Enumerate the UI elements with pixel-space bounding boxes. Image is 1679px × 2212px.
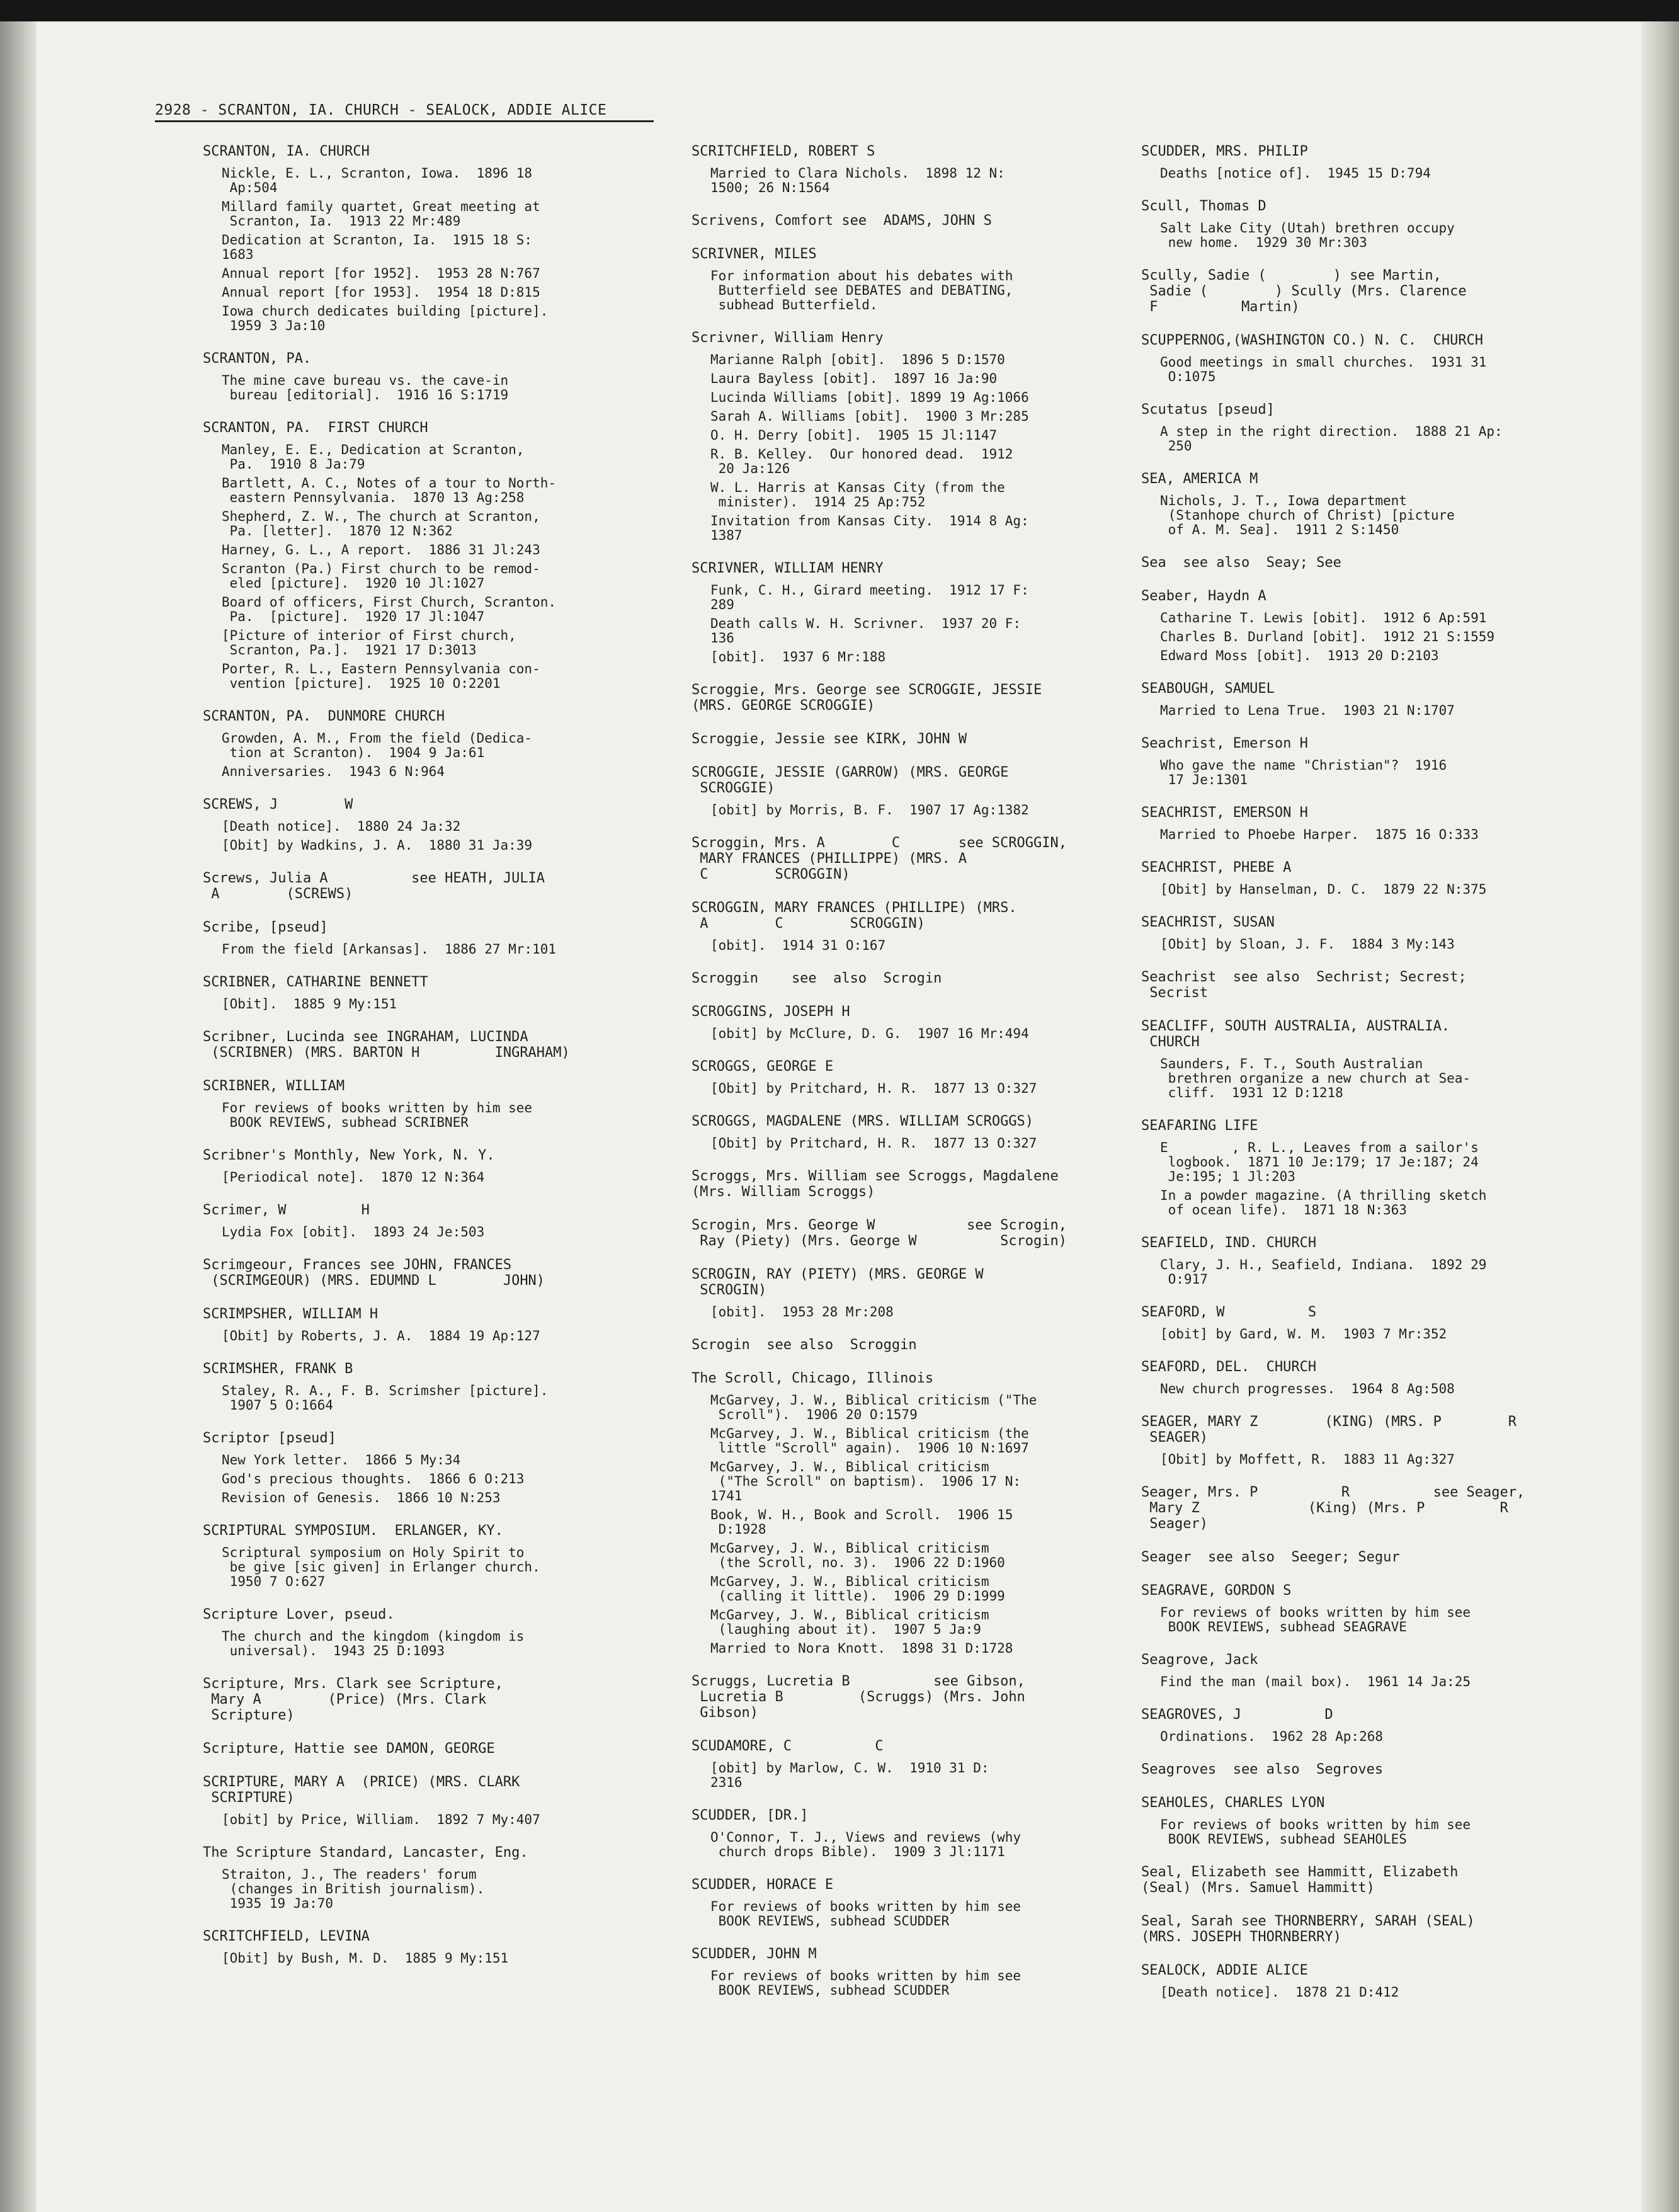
entry-citation: Book, W. H., Book and Scroll. 1906 15 D:1928 [710, 1507, 1013, 1537]
index-entry [203, 1148, 681, 1185]
index-entry [692, 1808, 1132, 1859]
entry-citation: The mine cave bureau vs. the cave-in bureau [editorial]. 1916 16 S:1719 [222, 373, 509, 402]
index-entry [1141, 1118, 1595, 1217]
entry-citation: Marianne Ralph [obit]. 1896 5 D:1570 [710, 352, 1005, 367]
entry-citation: [Picture of interior of First church, Scranton, Pa.]. 1921 17 D:3013 [222, 628, 516, 658]
index-entry [203, 1202, 681, 1240]
index-entry [692, 246, 1132, 312]
index-entry [1141, 681, 1595, 718]
index-entry [203, 1430, 681, 1505]
entry-heading: SCREWS, J W [203, 797, 353, 812]
index-entry [1141, 1864, 1595, 1896]
entry-citation: God's precious thoughts. 1866 6 O:213 [222, 1471, 525, 1486]
entry-heading: Scutatus [pseud] [1141, 402, 1275, 418]
entry-citation: Lucinda Williams [obit]. 1899 19 Ag:1066 [710, 390, 1029, 405]
index-entry [692, 1337, 1132, 1353]
entry-citation: Saunders, F. T., South Australian brethren organize a new church at Sea- cliff. 1931 12 D:1218 [1160, 1056, 1471, 1100]
index-entry [203, 351, 681, 402]
entry-heading: Screws, Julia A see HEATH, JULIA A (SCREWS) [203, 870, 545, 902]
entry-citation: Bartlett, A. C., Notes of a tour to North- eastern Pennsylvania. 1870 13 Ag:258 [222, 476, 557, 505]
index-entry [203, 920, 681, 957]
entry-citation: Ordinations. 1962 28 Ap:268 [1160, 1729, 1384, 1744]
index-entry [692, 1217, 1132, 1249]
entry-heading: SCUDDER, HORACE E [692, 1877, 834, 1893]
entry-citation: McGarvey, J. W., Biblical criticism ("The Scroll" on baptism). 1906 17 N: 1741 [710, 1459, 1022, 1503]
entry-heading: The Scroll, Chicago, Illinois [692, 1371, 934, 1386]
entry-citation: For reviews of books written by him see BOOK REVIEWS, subhead SCRIBNER [222, 1100, 533, 1130]
index-entry [1141, 198, 1595, 250]
index-entry [1141, 1414, 1595, 1467]
page-gutter-shadow [0, 21, 37, 2212]
entry-heading: Scroggie, Jessie see KIRK, JOHN W [692, 731, 967, 747]
entry-heading: Scripture Lover, pseud. [203, 1607, 395, 1622]
entry-citation: Scriptural symposium on Holy Spirit to be give [sic given] in Erlanger church. 1950 7 O:627 [222, 1545, 540, 1589]
entry-heading: SEA, AMERICA M [1141, 471, 1258, 487]
entry-heading: SCRIPTURE, MARY A (PRICE) (MRS. CLARK SCRIPTURE) [203, 1774, 520, 1806]
entry-heading: SCRIVNER, WILLIAM HENRY [692, 561, 884, 576]
index-entry [203, 1607, 681, 1658]
entry-heading: SCROGGIN, MARY FRANCES (PHILLIPE) (MRS. A C SCROGGIN) [692, 900, 1017, 932]
entry-citation: [obit] by Marlow, C. W. 1910 31 D: 2316 [710, 1760, 989, 1790]
entry-citation: Invitation from Kansas City. 1914 8 Ag: 1387 [710, 513, 1029, 543]
page-header: 2928 - SCRANTON, IA. CHURCH - SEALOCK, ADDIE ALICE [155, 102, 607, 118]
index-entry [1141, 1913, 1595, 1945]
entry-citation: Porter, R. L., Eastern Pennsylvania con- vention [picture]. 1925 10 O:2201 [222, 661, 540, 691]
entry-heading: SEAFORD, DEL. CHURCH [1141, 1359, 1317, 1375]
index-entry [692, 1371, 1132, 1656]
index-entry [692, 1877, 1132, 1929]
index-entry [1141, 805, 1595, 842]
entry-heading: SCROGGIE, JESSIE (GARROW) (MRS. GEORGE SCROGGIE) [692, 765, 1009, 796]
index-entry [1141, 1018, 1595, 1100]
entry-heading: SEACHRIST, SUSAN [1141, 915, 1275, 930]
index-entry [1141, 1304, 1595, 1342]
index-entry [692, 1114, 1132, 1151]
entry-heading: SCROGIN, RAY (PIETY) (MRS. GEORGE W SCROGIN) [692, 1267, 984, 1298]
entry-citation: Death calls W. H. Scrivner. 1937 20 F: 136 [710, 616, 1022, 646]
scan-top-edge [0, 0, 1679, 21]
entry-citation: Deaths [notice of]. 1945 15 D:794 [1160, 166, 1431, 181]
index-entry [1141, 1549, 1595, 1565]
entry-heading: Sea see also Seay; See [1141, 555, 1341, 571]
entry-citation: New York letter. 1866 5 My:34 [222, 1452, 461, 1468]
entry-citation: For reviews of books written by him see BOOK REVIEWS, subhead SEAHOLES [1160, 1817, 1471, 1847]
entry-citation: Good meetings in small churches. 1931 31 O:1075 [1160, 355, 1487, 384]
entry-heading: Scrimer, W H [203, 1202, 370, 1218]
index-entry [1141, 588, 1595, 663]
entry-heading: SCROGGS, GEORGE E [692, 1059, 834, 1075]
entry-heading: Seal, Elizabeth see Hammitt, Elizabeth (Seal) (Mrs. Samuel Hammitt) [1141, 1864, 1459, 1896]
index-entry [1141, 144, 1595, 181]
entry-citation: Laura Bayless [obit]. 1897 16 Ja:90 [710, 371, 998, 386]
index-entry [203, 1676, 681, 1723]
entry-citation: [obit]. 1953 28 Mr:208 [710, 1304, 894, 1320]
index-entry [203, 797, 681, 853]
entry-citation: Catharine T. Lewis [obit]. 1912 6 Ap:591 [1160, 610, 1487, 625]
index-entry [203, 709, 681, 779]
entry-citation: [Obit] by Sloan, J. F. 1884 3 My:143 [1160, 937, 1455, 952]
entry-citation: Married to Phoebe Harper. 1875 16 O:333 [1160, 827, 1479, 842]
entry-heading: Scrivner, William Henry [692, 330, 884, 346]
entry-citation: Sarah A. Williams [obit]. 1900 3 Mr:285 [710, 409, 1029, 424]
entry-heading: Scripture, Mrs. Clark see Scripture, Mary A (Price) (Mrs. Clark Scripture) [203, 1676, 503, 1723]
index-entry [692, 971, 1132, 986]
index-column-1 [203, 144, 681, 1983]
entry-citation: McGarvey, J. W., Biblical criticism (the Scroll, no. 3). 1906 22 D:1960 [710, 1541, 1005, 1570]
entry-citation: [obit] by Morris, B. F. 1907 17 Ag:1382 [710, 802, 1029, 818]
entry-heading: SEAHOLES, CHARLES LYON [1141, 1795, 1325, 1811]
entry-citation: Straiton, J., The readers' forum (changes in British journalism). 1935 19 Ja:70 [222, 1867, 485, 1911]
entry-heading: Scruggs, Lucretia B see Gibson, Lucretia B (Scruggs) (Mrs. John Gibson) [692, 1673, 1025, 1721]
index-entry [1141, 736, 1595, 787]
index-entry [692, 213, 1132, 229]
index-entry [203, 1741, 681, 1757]
entry-heading: SCRITCHFIELD, ROBERT S [692, 144, 875, 159]
entry-heading: Scully, Sadie ( ) see Martin, Sadie ( ) Scully (Mrs. Clarence F Martin) [1141, 268, 1467, 315]
index-entry [203, 1774, 681, 1827]
entry-citation: For reviews of books written by him see BOOK REVIEWS, subhead SCUDDER [710, 1968, 1022, 1998]
entry-citation: Shepherd, Z. W., The church at Scranton, Pa. [letter]. 1870 12 N:362 [222, 509, 540, 539]
index-entry [1141, 402, 1595, 453]
index-entry [1141, 471, 1595, 537]
entry-citation: [Periodical note]. 1870 12 N:364 [222, 1170, 485, 1185]
entry-heading: SEALOCK, ADDIE ALICE [1141, 1963, 1308, 1978]
entry-heading: Seagrove, Jack [1141, 1652, 1258, 1668]
index-entry [692, 682, 1132, 714]
entry-citation: Anniversaries. 1943 6 N:964 [222, 764, 445, 779]
entry-heading: Scriptor [pseud] [203, 1430, 336, 1446]
entry-citation: [Obit]. 1885 9 My:151 [222, 996, 397, 1012]
index-entry [203, 144, 681, 333]
entry-citation: For reviews of books written by him see BOOK REVIEWS, subhead SEAGRAVE [1160, 1605, 1471, 1634]
entry-heading: SCRANTON, PA. DUNMORE CHURCH [203, 709, 445, 724]
entry-heading: Scripture, Hattie see DAMON, GEORGE [203, 1741, 495, 1757]
entry-heading: Scull, Thomas D [1141, 198, 1266, 214]
index-entry [1141, 1963, 1595, 2000]
index-entry [203, 1078, 681, 1130]
index-entry [692, 330, 1132, 543]
entry-citation: Dedication at Scranton, Ia. 1915 18 S: 1683 [222, 232, 533, 262]
index-entry [1141, 1583, 1595, 1634]
entry-citation: The church and the kingdom (kingdom is universal). 1943 25 D:1093 [222, 1629, 525, 1658]
entry-citation: For reviews of books written by him see BOOK REVIEWS, subhead SCUDDER [710, 1899, 1022, 1929]
entry-heading: SCRIBNER, CATHARINE BENNETT [203, 974, 428, 990]
entry-citation: Manley, E. E., Dedication at Scranton, Pa. 1910 8 Ja:79 [222, 442, 525, 472]
entry-citation: Millard family quartet, Great meeting at Scranton, Ia. 1913 22 Mr:489 [222, 199, 540, 229]
entry-heading: Scrogin see also Scroggin [692, 1337, 917, 1353]
index-entry [692, 561, 1132, 664]
entry-heading: Seagroves see also Segroves [1141, 1762, 1384, 1777]
index-entry [1141, 1652, 1595, 1689]
entry-heading: Scrogin, Mrs. George W see Scrogin, Ray (Piety) (Mrs. George W Scrogin) [692, 1217, 1067, 1249]
entry-citation: [Obit] by Pritchard, H. R. 1877 13 O:327 [710, 1081, 1037, 1096]
index-entry [1141, 1235, 1595, 1287]
entry-heading: SEAFORD, W S [1141, 1304, 1317, 1320]
entry-citation: Nickle, E. L., Scranton, Iowa. 1896 18 Ap:504 [222, 166, 533, 195]
index-entry [692, 731, 1132, 747]
index-entry [692, 1004, 1132, 1041]
entry-heading: Scroggs, Mrs. William see Scroggs, Magdalene (Mrs. William Scroggs) [692, 1168, 1059, 1200]
entry-citation: Board of officers, First Church, Scranton. Pa. [picture]. 1920 17 Jl:1047 [222, 595, 557, 624]
entry-heading: Seachrist, Emerson H [1141, 736, 1308, 751]
page-edge-shadow [1641, 21, 1679, 2212]
entry-heading: SCUPPERNOG,(WASHINGTON CO.) N. C. CHURCH [1141, 333, 1484, 348]
entry-heading: SCUDAMORE, C C [692, 1738, 884, 1754]
index-entry [203, 1929, 681, 1966]
index-entry [1141, 969, 1595, 1001]
index-entry [692, 900, 1132, 953]
entry-citation: [obit] by McClure, D. G. 1907 16 Mr:494 [710, 1026, 1029, 1041]
entry-citation: Married to Lena True. 1903 21 N:1707 [1160, 703, 1455, 718]
entry-heading: The Scripture Standard, Lancaster, Eng. [203, 1845, 528, 1861]
index-entry [692, 1059, 1132, 1096]
entry-heading: Seager see also Seeger; Segur [1141, 1549, 1400, 1565]
entry-citation: [Obit] by Bush, M. D. 1885 9 My:151 [222, 1951, 509, 1966]
entry-citation: R. B. Kelley. Our honored dead. 1912 20 Ja:126 [710, 447, 1013, 476]
index-entry [692, 144, 1132, 195]
entry-heading: Scribner's Monthly, New York, N. Y. [203, 1148, 495, 1163]
entry-citation: Who gave the name "Christian"? 1916 17 Je:1301 [1160, 758, 1447, 787]
index-entry [203, 1361, 681, 1413]
entry-heading: SCUDDER, MRS. PHILIP [1141, 144, 1308, 159]
entry-citation: In a powder magazine. (A thrilling sketch of ocean life). 1871 18 N:363 [1160, 1188, 1487, 1217]
index-column-3 [1141, 144, 1595, 2017]
index-entry [203, 1029, 681, 1061]
entry-heading: SCRANTON, IA. CHURCH [203, 144, 370, 159]
index-entry [1141, 915, 1595, 952]
entry-citation: A step in the right direction. 1888 21 Ap: 250 [1160, 424, 1503, 453]
index-entry [203, 974, 681, 1012]
entry-citation: Funk, C. H., Girard meeting. 1912 17 F: 289 [710, 583, 1029, 612]
entry-citation: Revision of Genesis. 1866 10 N:253 [222, 1490, 501, 1505]
entry-heading: Scribner, Lucinda see INGRAHAM, LUCINDA (SCRIBNER) (MRS. BARTON H INGRAHAM) [203, 1029, 570, 1061]
entry-heading: SEACLIFF, SOUTH AUSTRALIA, AUSTRALIA. CHURCH [1141, 1018, 1450, 1050]
index-entry [1141, 1762, 1595, 1777]
entry-heading: SCRIPTURAL SYMPOSIUM. ERLANGER, KY. [203, 1523, 503, 1539]
entry-citation: Growden, A. M., From the field (Dedica- tion at Scranton). 1904 9 Ja:61 [222, 731, 533, 760]
entry-heading: Seal, Sarah see THORNBERRY, SARAH (SEAL) (MRS. JOSEPH THORNBERRY) [1141, 1913, 1475, 1945]
entry-heading: SEAFARING LIFE [1141, 1118, 1258, 1134]
entry-citation: Find the man (mail box). 1961 14 Ja:25 [1160, 1674, 1471, 1689]
entry-heading: Seachrist see also Sechrist; Secrest; Secrist [1141, 969, 1467, 1001]
entry-heading: SEAGER, MARY Z (KING) (MRS. P R SEAGER) [1141, 1414, 1517, 1445]
entry-heading: SEABOUGH, SAMUEL [1141, 681, 1275, 697]
entry-citation: Scranton (Pa.) First church to be remod- eled [picture]. 1920 10 Jl:1027 [222, 561, 540, 591]
index-entry [692, 1738, 1132, 1790]
entry-citation: Lydia Fox [obit]. 1893 24 Je:503 [222, 1224, 485, 1240]
index-entry [1141, 333, 1595, 384]
index-entry [692, 835, 1132, 882]
entry-heading: SCRANTON, PA. FIRST CHURCH [203, 420, 428, 436]
entry-heading: SEAFIELD, IND. CHURCH [1141, 1235, 1317, 1251]
entry-citation: Nichols, J. T., Iowa department (Stanhope church of Christ) [picture of A. M. Sea]. 1911 2 S:1450 [1160, 493, 1455, 537]
entry-heading: Scroggin see also Scrogin [692, 971, 942, 986]
entry-citation: Staley, R. A., F. B. Scrimsher [picture]. 1907 5 O:1664 [222, 1383, 549, 1413]
entry-heading: SCRANTON, PA. [203, 351, 312, 367]
entry-heading: SCRITCHFIELD, LEVINA [203, 1929, 370, 1944]
index-entry [692, 1267, 1132, 1320]
entry-citation: McGarvey, J. W., Biblical criticism (laughing about it). 1907 5 Ja:9 [710, 1607, 989, 1637]
header-underline [155, 120, 654, 122]
entry-citation: O'Connor, T. J., Views and reviews (why church drops Bible). 1909 3 Jl:1171 [710, 1830, 1022, 1859]
index-entry [692, 765, 1132, 818]
entry-heading: SCUDDER, JOHN M [692, 1946, 817, 1962]
entry-citation: Iowa church dedicates building [picture]. 1959 3 Ja:10 [222, 304, 549, 333]
entry-citation: [obit]. 1914 31 O:167 [710, 938, 886, 953]
entry-citation: E , R. L., Leaves from a sailor's logbook. 1871 10 Je:179; 17 Je:187; 24 Je:195; 1 Jl:203 [1160, 1140, 1479, 1184]
index-entry [1141, 1795, 1595, 1847]
entry-heading: SEAGROVES, J D [1141, 1707, 1333, 1723]
index-entry [203, 1306, 681, 1343]
entry-citation: [Obit] by Hanselman, D. C. 1879 22 N:375 [1160, 882, 1487, 897]
entry-heading: Scribe, [pseud] [203, 920, 328, 935]
entry-citation: Salt Lake City (Utah) brethren occupy new home. 1929 30 Mr:303 [1160, 220, 1455, 250]
index-entry [1141, 555, 1595, 571]
entry-heading: Scroggin, Mrs. A C see SCROGGIN, MARY FRANCES (PHILLIPPE) (MRS. A C SCROGGIN) [692, 835, 1067, 882]
entry-citation: Annual report [for 1952]. 1953 28 N:767 [222, 266, 540, 281]
entry-heading: SCROGGS, MAGDALENE (MRS. WILLIAM SCROGGS) [692, 1114, 1034, 1129]
entry-heading: SCRIVNER, MILES [692, 246, 817, 262]
entry-citation: Annual report [for 1953]. 1954 18 D:815 [222, 285, 540, 300]
index-entry [203, 1845, 681, 1911]
entry-heading: SCUDDER, [DR.] [692, 1808, 809, 1823]
index-entry [203, 420, 681, 691]
entry-citation: Charles B. Durland [obit]. 1912 21 S:1559 [1160, 629, 1495, 644]
index-entry [692, 1673, 1132, 1721]
entry-citation: Clary, J. H., Seafield, Indiana. 1892 29 O:917 [1160, 1257, 1487, 1287]
entry-citation: For information about his debates with Butterfield see DEBATES and DEBATING, subhead Butterfield. [710, 268, 1013, 312]
entry-citation: [Death notice]. 1878 21 D:412 [1160, 1985, 1399, 2000]
entry-citation: McGarvey, J. W., Biblical criticism (calling it little). 1906 29 D:1999 [710, 1574, 1005, 1604]
entry-heading: Scrivens, Comfort see ADAMS, JOHN S [692, 213, 992, 229]
entry-citation: Edward Moss [obit]. 1913 20 D:2103 [1160, 648, 1439, 663]
entry-citation: [obit] by Price, William. 1892 7 My:407 [222, 1812, 540, 1827]
index-entry [1141, 1485, 1595, 1532]
entry-heading: SCRIMSHER, FRANK B [203, 1361, 353, 1377]
entry-citation: New church progresses. 1964 8 Ag:508 [1160, 1381, 1455, 1396]
entry-heading: SCRIBNER, WILLIAM [203, 1078, 345, 1094]
entry-heading: Seager, Mrs. P R see Seager, Mary Z (King) (Mrs. P R Seager) [1141, 1485, 1525, 1532]
entry-citation: Harney, G. L., A report. 1886 31 Jl:243 [222, 542, 540, 557]
index-entry [203, 1523, 681, 1589]
index-entry [692, 1168, 1132, 1200]
entry-citation: [Obit] by Pritchard, H. R. 1877 13 O:327 [710, 1136, 1037, 1151]
entry-heading: Scroggie, Mrs. George see SCROGGIE, JESSIE (MRS. GEORGE SCROGGIE) [692, 682, 1042, 714]
index-entry [692, 1946, 1132, 1998]
entry-heading: Scrimgeour, Frances see JOHN, FRANCES (SCRIMGEOUR) (MRS. EDUMND L JOHN) [203, 1257, 545, 1289]
index-entry [1141, 1707, 1595, 1744]
index-entry [203, 870, 681, 902]
index-entry [1141, 268, 1595, 315]
entry-citation: W. L. Harris at Kansas City (from the minister). 1914 25 Ap:752 [710, 480, 1005, 510]
index-entry [203, 1257, 681, 1289]
index-entry [1141, 860, 1595, 897]
entry-citation: McGarvey, J. W., Biblical criticism (the little "Scroll" again). 1906 10 N:1697 [710, 1426, 1029, 1456]
entry-citation: From the field [Arkansas]. 1886 27 Mr:101 [222, 942, 557, 957]
entry-heading: SCROGGINS, JOSEPH H [692, 1004, 850, 1020]
entry-citation: Married to Nora Knott. 1898 31 D:1728 [710, 1641, 1013, 1656]
entry-citation: [Death notice]. 1880 24 Ja:32 [222, 819, 461, 834]
entry-citation: [Obit] by Moffett, R. 1883 11 Ag:327 [1160, 1452, 1455, 1467]
entry-citation: Married to Clara Nichols. 1898 12 N: 1500; 26 N:1564 [710, 166, 1005, 195]
entry-heading: SEACHRIST, PHEBE A [1141, 860, 1292, 875]
entry-heading: SEAGRAVE, GORDON S [1141, 1583, 1292, 1599]
entry-heading: SEACHRIST, EMERSON H [1141, 805, 1308, 821]
entry-citation: [Obit] by Roberts, J. A. 1884 19 Ap:127 [222, 1328, 540, 1343]
index-column-2 [692, 144, 1132, 2015]
entry-citation: [Obit] by Wadkins, J. A. 1880 31 Ja:39 [222, 838, 533, 853]
entry-citation: [obit] by Gard, W. M. 1903 7 Mr:352 [1160, 1326, 1447, 1342]
index-entry [1141, 1359, 1595, 1396]
entry-citation: McGarvey, J. W., Biblical criticism ("The Scroll"). 1906 20 O:1579 [710, 1393, 1037, 1422]
entry-heading: Seaber, Haydn A [1141, 588, 1266, 604]
entry-heading: SCRIMPSHER, WILLIAM H [203, 1306, 378, 1322]
entry-citation: O. H. Derry [obit]. 1905 15 Jl:1147 [710, 428, 998, 443]
entry-citation: [obit]. 1937 6 Mr:188 [710, 649, 886, 664]
